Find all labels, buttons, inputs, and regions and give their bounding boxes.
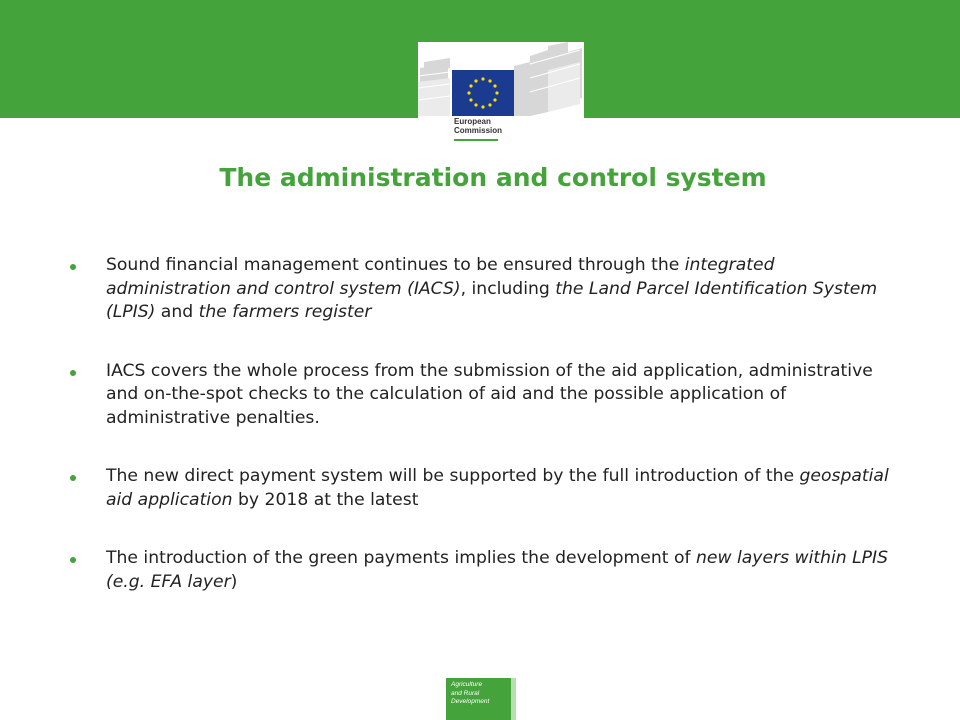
bullet-item [64,465,904,512]
dg-badge-box [446,678,511,720]
dg-badge-text [451,681,489,707]
eu-flag [452,70,514,116]
bullet-text-segment: and [155,302,199,322]
european-commission-logo [418,42,584,146]
dg-line-1: Agriculture [451,681,483,688]
dg-agri-badge [446,678,516,720]
logo-line-european: European [454,117,491,126]
bullet-text-segment: , including [460,278,556,299]
logo-underline [454,139,498,141]
bullet-item [64,254,904,325]
bullet-text-segment: by 2018 at the latest [232,489,419,510]
bullet-dot-icon [70,370,76,376]
bullet-text-segment: The new direct payment system will be supported by the full introduction of the [106,466,800,486]
bullet-dot-icon [70,557,76,563]
bullet-dot-icon [70,264,76,270]
bullet-text-segment: integrated administration and control system (IACS) [106,255,775,299]
bullet-text [106,466,889,510]
dg-line-3: Development [451,698,490,705]
bullet-item [64,547,904,594]
bullet-list [64,254,904,594]
bullet-text-segment: geospatial aid application [106,466,889,510]
bullet-text [106,548,888,592]
bullet-text-segment: IACS covers the whole process from the submission of the aid application, administrative and on-the-spot checks to the calculation of aid and the possible application of administrative penalties. [106,360,873,428]
bullet-text [106,255,877,322]
logo-wordmark [454,117,502,135]
logo-line-commission: Commission [454,126,503,135]
bullet-dot-icon [70,475,76,481]
bullet-text-segment: the farmers register [198,302,372,322]
bullet-text-segment: the Land Parcel Identification System (LPIS) [106,278,878,322]
bullet-text [106,361,873,428]
bullet-text-segment: The introduction of the green payments implies the development of [106,548,696,568]
dg-line-2: and Rural [451,689,480,697]
bullet-item [64,360,904,431]
bullet-text-segment: new layers within LPIS (e.g. EFA layer [106,548,889,592]
bullet-text-segment: Sound financial management continues to be ensured through the [106,255,685,275]
slide-title: The administration and control system [219,163,767,192]
bullet-text-segment: ) [230,571,238,592]
